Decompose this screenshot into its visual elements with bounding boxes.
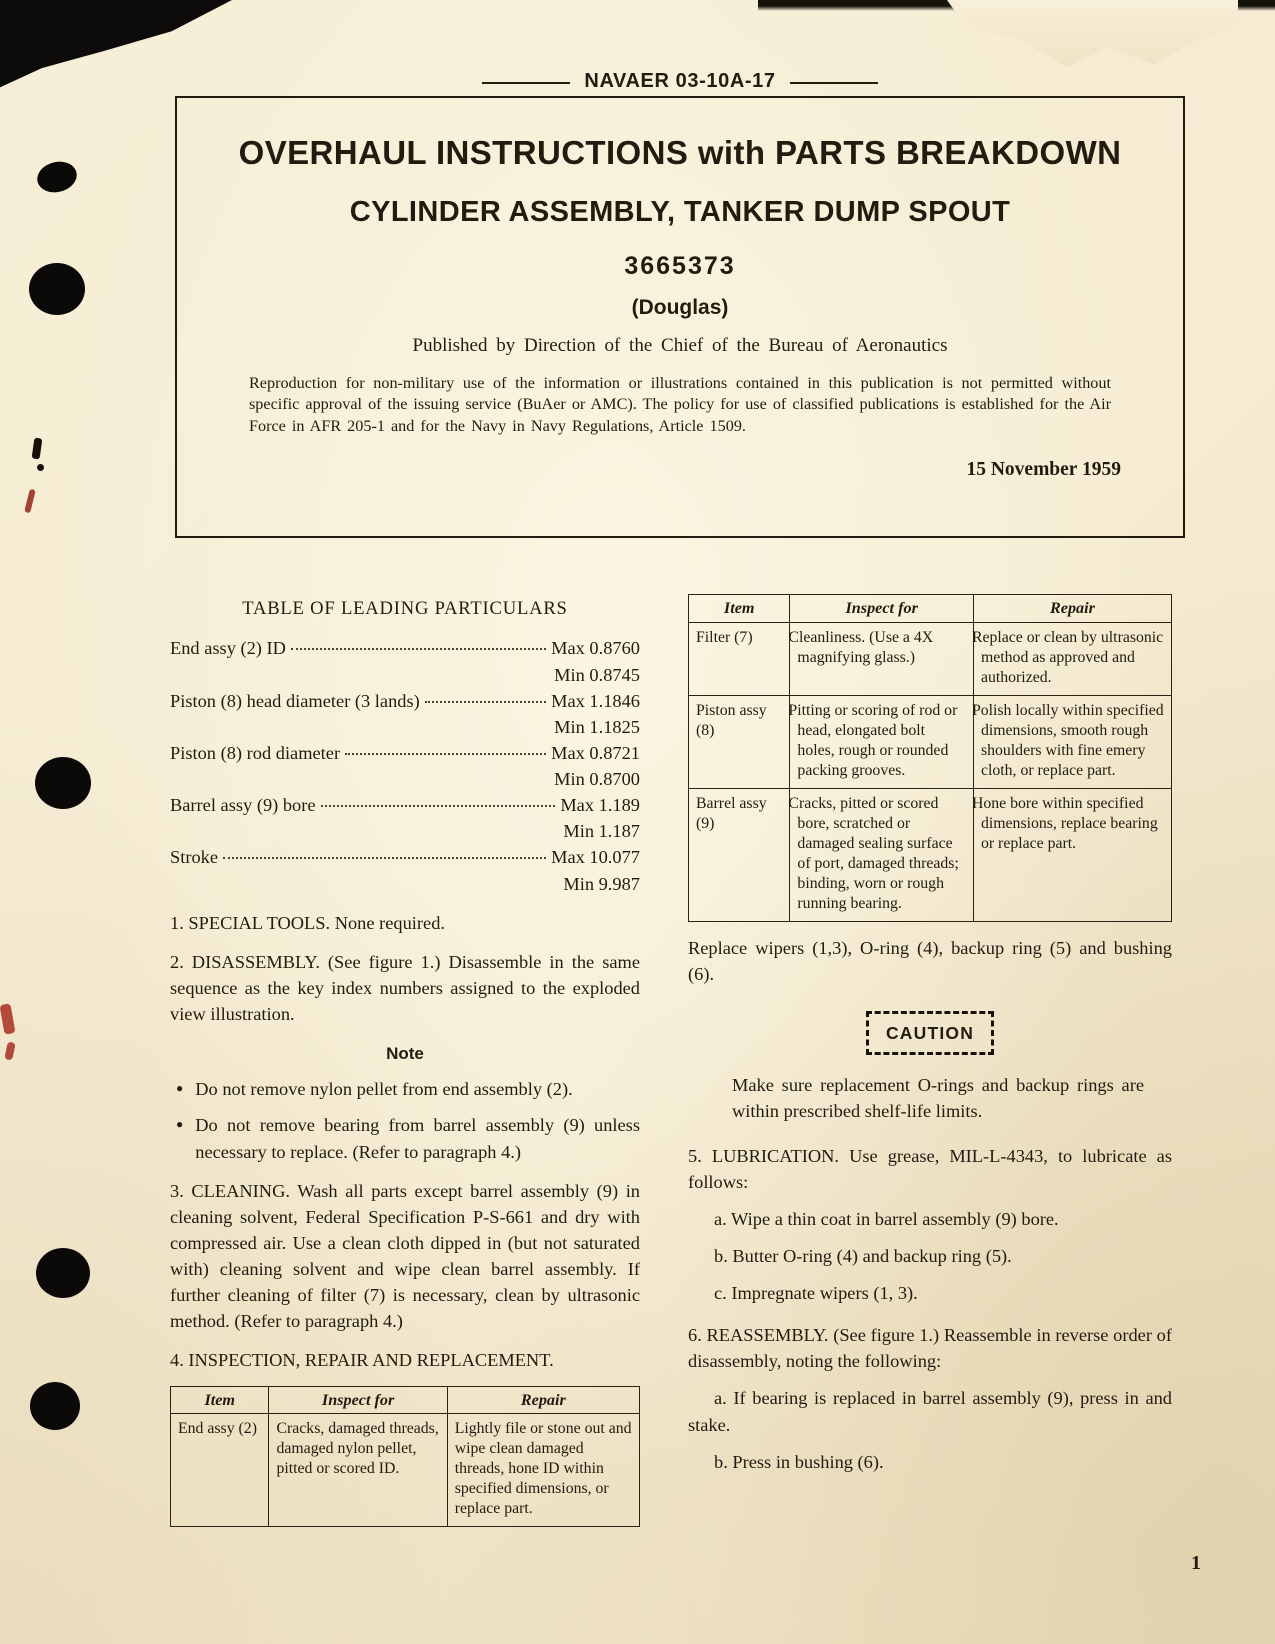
tlp-label: Barrel assy (9) bore (170, 795, 316, 816)
table-row (689, 622, 1172, 695)
table-cell-item: Barrel assy (9) (689, 788, 790, 921)
lubrication-step-b: b. Butter O-ring (4) and backup ring (5). (714, 1245, 1012, 1266)
part-number: 3665373 (624, 252, 736, 280)
table-cell-repair: Hone bore within specified dimensions, replace bearing or replace part. (973, 788, 1171, 921)
table-cell-repair: Replace or clean by ultrasonic method as approved and authorized. (973, 622, 1171, 695)
tlp-max-value: Max 1.1846 (551, 690, 640, 711)
page-number: 1 (1191, 1552, 1201, 1574)
table-cell-item: Piston assy (8) (689, 695, 790, 788)
table-cell-inspect: Cracks, pitted or scored bore, scratched or damaged sealing surface of port, damaged threads; binding, worn or rough running bearing. (790, 788, 974, 921)
table-cell-inspect: Cracks, damaged threads, damaged nylon pellet, pitted or scored ID. (269, 1414, 447, 1527)
dot-leader (345, 753, 546, 755)
reassembly-step-a: a. If bearing is replaced in barrel assembly (9), press in and stake. (688, 1388, 1172, 1435)
hole-punch (30, 1382, 80, 1430)
doc-number: NAVAER 03-10A-17 (584, 70, 776, 92)
hole-punch (36, 1248, 90, 1298)
reproduction-notice: Reproduction for non-military use of the information or illustrations contained in this publication is not permitted without specific approval of the issuing service (BuAer or AMC). The policy for use of classified publications is established for the Air Force in AFR 205-1 and for the Navy in Navy Regulations, Article 1509. (249, 374, 1111, 435)
tlp-max-value: Max 0.8760 (551, 638, 640, 659)
tlp-row (170, 844, 640, 870)
caution-text: Make sure replacement O-rings and backup rings are within prescribed shelf-life limits. (732, 1075, 1144, 1122)
caution-box (866, 1011, 994, 1055)
table-header-repair: Repair (973, 595, 1171, 623)
ink-mark (37, 464, 44, 471)
tlp-max-value: Max 0.8721 (551, 742, 640, 763)
tlp-min-value: Min 1.1825 (554, 716, 640, 737)
table-header-inspect: Inspect for (269, 1386, 447, 1414)
hole-punch (35, 757, 91, 809)
table-cell-repair: Polish locally within specified dimensions, smooth rough shoulders with fine emery cloth, or replace part. (973, 695, 1171, 788)
tlp-row (170, 792, 640, 818)
table-header-inspect: Inspect for (790, 595, 974, 623)
tlp-row (170, 635, 640, 661)
tlp-label: Stroke (170, 847, 219, 868)
table-row (171, 1414, 640, 1527)
tlp-max-value: Max 10.077 (551, 847, 640, 868)
note-item (176, 1076, 640, 1102)
table-cell-inspect: Pitting or scoring of rod or head, elongated bolt holes, rough or rounded packing grooves. (790, 695, 974, 788)
tlp-label: Piston (8) rod diameter (170, 742, 341, 763)
inspection-table-right (688, 594, 1172, 922)
paragraph-inspection-heading: 4. INSPECTION, REPAIR AND REPLACEMENT. (170, 1350, 554, 1371)
doc-header (175, 70, 1185, 93)
tlp-min-value: Min 9.987 (563, 873, 640, 894)
bullet-icon: ● (176, 1117, 184, 1132)
ink-mark (4, 1041, 16, 1060)
table-cell-item: End assy (2) (171, 1414, 269, 1527)
tlp-label: End assy (2) ID (170, 638, 286, 659)
tlp-row (170, 688, 640, 714)
table-header-item: Item (171, 1386, 269, 1414)
paragraph-special-tools: 1. SPECIAL TOOLS. None required. (170, 912, 445, 933)
paragraph-disassembly: 2. DISASSEMBLY. (See figure 1.) Disassemble in the same sequence as the key index numbers assigned to the exploded view illustration. (170, 951, 640, 1025)
table-header-item: Item (689, 595, 790, 623)
table-cell-inspect: Cleanliness. (Use a 4X magnifying glass.) (790, 622, 974, 695)
manufacturer: (Douglas) (631, 296, 729, 319)
title-box (175, 96, 1185, 538)
replace-parts-text: Replace wipers (1,3), O-ring (4), backup ring (5) and bushing (6). (688, 938, 1172, 985)
tlp-max-value: Max 1.189 (560, 795, 640, 816)
tlp-min-value: Min 0.8745 (554, 664, 640, 685)
table-cell-repair: Lightly file or stone out and wipe clean damaged threads, hone ID within specified dimensions, or replace part. (447, 1414, 639, 1527)
table-cell-item: Filter (7) (689, 622, 790, 695)
inspection-table-left (170, 1386, 640, 1528)
left-column (170, 590, 640, 1527)
tlp-row (170, 740, 640, 766)
body-columns (170, 590, 1172, 1527)
hole-punch (29, 263, 85, 315)
lubrication-step-a: a. Wipe a thin coat in barrel assembly (9) bore. (714, 1208, 1059, 1229)
header-rule-right (790, 82, 878, 84)
right-column (688, 590, 1172, 1527)
subtitle: CYLINDER ASSEMBLY, TANKER DUMP SPOUT (349, 196, 1011, 228)
torn-paper-flap (938, 0, 1238, 70)
note-item-text: Do not remove nylon pellet from end assembly (2). (195, 1079, 573, 1100)
ink-mark (24, 489, 36, 514)
leading-particulars-title: TABLE OF LEADING PARTICULARS (242, 598, 568, 619)
reassembly-step-b: b. Press in bushing (6). (714, 1451, 884, 1472)
ink-mark (0, 1003, 16, 1034)
caution-wrap (688, 1011, 1172, 1055)
hole-punch (34, 158, 80, 197)
note-title: Note (386, 1044, 424, 1064)
dot-leader (223, 857, 546, 859)
paragraph-reassembly: 6. REASSEMBLY. (See figure 1.) Reassemble in reverse order of disassembly, noting the following: (688, 1325, 1172, 1372)
dot-leader (291, 648, 546, 650)
paragraph-lubrication: 5. LUBRICATION. Use grease, MIL-L-4343, to lubricate as follows: (688, 1145, 1172, 1192)
lubrication-step-c: c. Impregnate wipers (1, 3). (714, 1283, 918, 1304)
tlp-min-value: Min 0.8700 (554, 769, 640, 790)
dot-leader (321, 805, 556, 807)
table-row (689, 788, 1172, 921)
table-header-repair: Repair (447, 1386, 639, 1414)
table-row (689, 695, 1172, 788)
note-item-text: Do not remove bearing from barrel assembly (9) unless necessary to replace. (Refer to paragraph 4.) (195, 1115, 640, 1162)
tlp-min-value: Min 1.187 (563, 821, 640, 842)
note-item (176, 1112, 640, 1164)
publication-date: 15 November 1959 (966, 459, 1121, 481)
paragraph-cleaning: 3. CLEANING. Wash all parts except barrel assembly (9) in cleaning solvent, Federal Specification P-S-661 and dry with compressed air. Use a clean cloth dipped in (but not saturated with) cleaning solvent and wipe clean barrel assembly. If further cleaning of filter (7) is necessary, clean by ultrasonic method. (Refer to paragraph 4.) (170, 1180, 640, 1332)
published-by-line: Published by Direction of the Chief of the Bureau of Aeronautics (412, 335, 948, 356)
main-title: OVERHAUL INSTRUCTIONS with PARTS BREAKDOWN (238, 134, 1122, 171)
header-rule-left (482, 82, 570, 84)
bullet-icon: ● (176, 1081, 184, 1096)
dot-leader (425, 701, 546, 703)
ink-mark (32, 438, 43, 460)
caution-label: CAUTION (885, 1023, 975, 1044)
tlp-label: Piston (8) head diameter (3 lands) (170, 690, 420, 711)
